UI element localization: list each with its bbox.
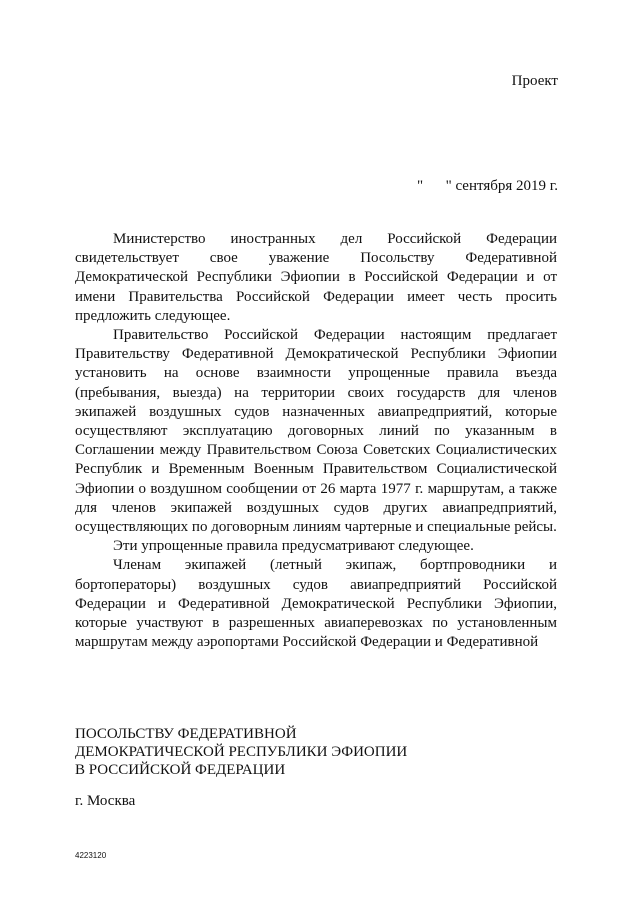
paragraph: Министерство иностранных дел Российской Федерации свидетельствует свое уважение Посольству Федеративной Демократической Республики Эфиопии в Российской Федерации и от имени Правительства Российской Федерации имеет честь просить предложить следующее. (75, 231, 557, 324)
addressee-line: В РОССИЙСКОЙ ФЕДЕРАЦИИ (75, 762, 286, 778)
addressee-block (75, 725, 407, 779)
body-text (75, 230, 557, 652)
document-number: 4223120 (75, 851, 107, 860)
addressee-line: ПОСОЛЬСТВУ ФЕДЕРАТИВНОЙ (75, 726, 297, 742)
paragraph: Эти упрощенные правила предусматривают следующее. (113, 538, 474, 555)
date-line: " " сентября 2019 г. (416, 178, 558, 194)
addressee-line: ДЕМОКРАТИЧЕСКОЙ РЕСПУБЛИКИ ЭФИОПИИ (75, 744, 408, 760)
city-label: г. Москва (75, 793, 136, 809)
paragraph: Членам экипажей (летный экипаж, бортпроводники и бортоператоры) воздушных судов авиапредприятий Российской Федерации и Федеративной Демократической Республики Эфиопии, которые участвуют в разрешенных авиаперевозках по установленным маршрутам между аэропортами Российской Федерации и Федеративной (75, 557, 557, 651)
draft-label: Проект (511, 73, 558, 89)
paragraph: Правительство Российской Федерации настоящим предлагает Правительству Федеративной Демократической Республики Эфиопии установить на основе взаимности упрощенные правила въезда (пребывания, выезда) на территории своих государств для членов экипажей воздушных судов назначенных авиапредприятий, которые осуществляют эксплуатацию договорных линий по указанным в Соглашении между Правительством Союза Советских Социалистических Республик и Временным Военным Правительством Социалистической Эфиопии о воздушном сообщении от 26 марта 1977 г. маршрутам, а также для членов экипажей воздушных судов других авиапредприятий, осуществляющих по договорным линиям чартерные и специальные рейсы. (75, 327, 557, 536)
